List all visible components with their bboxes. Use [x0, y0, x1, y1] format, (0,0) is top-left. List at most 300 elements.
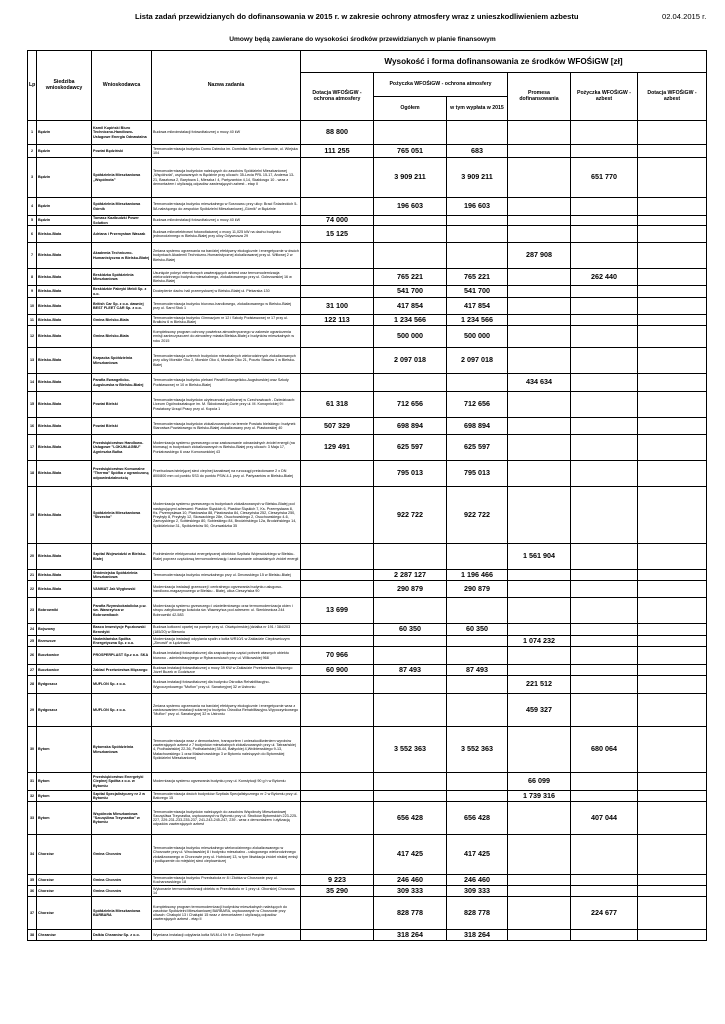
- row-dotacja-azbest: [638, 624, 707, 636]
- row-lp: 14: [28, 374, 37, 392]
- row-siedziba: Będzin: [37, 198, 92, 216]
- row-nazwa: Budowa instalacji fotowoltaicznej dla budynku Ośrodka Rehabilitacyjno-Wypoczynkowego "Muflon" przy ul. Sanatoryjnej 32 w Ustroniu: [152, 676, 301, 694]
- row-wnioskodawca: Spółdzielnia Mieszkaniowa „Wspólnota”: [92, 158, 152, 198]
- row-dotacja-oa: [301, 269, 374, 286]
- row-dotacja-azbest: [638, 676, 707, 694]
- row-pozyczka-ogolem: 309 333: [374, 886, 447, 897]
- row-nazwa: Przebudowa istniejącej sieci cieplnej kanałowej na ruroczągi preizolowane 2 x DN 800/800 mm od punktu SS3 do punktu PSW-4-1 przy ul. Partyzantów w Bielsku-Białej: [152, 461, 301, 487]
- row-pozyczka-azbest: 224 677: [571, 897, 638, 930]
- row-pozyczka-wyplata: 87 493: [447, 665, 508, 676]
- row-dotacja-azbest: [638, 581, 707, 598]
- row-pozyczka-ogolem: 2 097 018: [374, 348, 447, 374]
- row-promesa: 1 074 232: [508, 636, 571, 647]
- row-dotacja-azbest: [638, 665, 707, 676]
- row-pozyczka-ogolem: 541 700: [374, 286, 447, 298]
- row-nazwa: Kompleksowy program termomodernizacji budynków mieszkalnych należących do zasobów Spółdzielni Mieszkaniowej BARBARA, usytuowanych w Chorzowie przy ulicach: Chałupki 13 i Chałupki 15 wraz z demontażem i utylizacją odpadów zawierających azbest - etap II: [152, 897, 301, 930]
- row-pozyczka-wyplata: 828 778: [447, 897, 508, 930]
- row-promesa: [508, 930, 571, 941]
- row-nazwa: Budowa mikroelektrowni fotowoltaicznej o mocy 11,025 kW na dachu budynku jednorodzinnego w Bielsku-Białej przy ulicy Odyseusza 29: [152, 226, 301, 243]
- row-pozyczka-wyplata: 309 333: [447, 886, 508, 897]
- row-siedziba: Bojszowy: [37, 624, 92, 636]
- row-lp: 29: [28, 694, 37, 727]
- row-pozyczka-ogolem: [374, 243, 447, 269]
- row-dotacja-oa: 15 125: [301, 226, 374, 243]
- row-pozyczka-wyplata: 3 909 211: [447, 158, 508, 198]
- row-dotacja-oa: [301, 636, 374, 647]
- row-wnioskodawca: Beskidzkie Fabryki Mebli Sp. z o.o.: [92, 286, 152, 298]
- row-pozyczka-wyplata: 417 854: [447, 298, 508, 315]
- row-pozyczka-ogolem: 196 603: [374, 198, 447, 216]
- row-lp: 19: [28, 487, 37, 544]
- row-lp: 25: [28, 636, 37, 647]
- row-dotacja-oa: [301, 326, 374, 348]
- row-nazwa: Termomodernizacja budynku Gimnazjum nr 12 i Szkoły Podstawowej nr 17 przy ul. Brałków 6 w Bielsku-Białej: [152, 315, 301, 326]
- row-pozyczka-azbest: [571, 647, 638, 665]
- row-wnioskodawca: Gmina Bielsko-Biała: [92, 315, 152, 326]
- table-row: [28, 802, 707, 835]
- row-pozyczka-azbest: [571, 598, 638, 624]
- row-pozyczka-azbest: [571, 487, 638, 544]
- row-wnioskodawca: Gmina Chorzów: [92, 886, 152, 897]
- row-pozyczka-azbest: [571, 581, 638, 598]
- row-lp: 15: [28, 392, 37, 418]
- row-pozyczka-wyplata: [447, 226, 508, 243]
- table-row: [28, 121, 707, 145]
- row-pozyczka-azbest: [571, 875, 638, 886]
- document-title: Lista zadań przewidzianych do dofinansowania w 2015 r. w zakresie ochrony atmosfery wraz z unieszkodliwieniem azbestu: [135, 12, 579, 21]
- row-siedziba: Bielsko-Biała: [37, 487, 92, 544]
- row-wnioskodawca: Spółdzielnia Mieszkaniowa "Strzecha": [92, 487, 152, 544]
- row-nazwa: Kompleksowy program ochrony powietrza atmosferycznego w zakresie ograniczenia emisji zanieczyszczeń do atmosfery miasta Bielska-Białej z budynków mieszkalnych w roku 2015: [152, 326, 301, 348]
- row-wnioskodawca: Śródmiejska Spółdzielnia Mieszkaniowa: [92, 570, 152, 581]
- row-dotacja-azbest: [638, 636, 707, 647]
- row-promesa: 221 512: [508, 676, 571, 694]
- row-promesa: [508, 897, 571, 930]
- row-dotacja-azbest: [638, 570, 707, 581]
- row-siedziba: Bielsko-Biała: [37, 348, 92, 374]
- row-lp: 35: [28, 875, 37, 886]
- row-lp: 8: [28, 269, 37, 286]
- row-wnioskodawca: Szpital Specjalistyczny nr 2 w Bytomiu: [92, 791, 152, 802]
- row-wnioskodawca: Powiat Bielski: [92, 392, 152, 418]
- row-pozyczka-wyplata: 656 428: [447, 802, 508, 835]
- row-wnioskodawca: Kamil Kupiński Biuro Techniczno-Handlowo-Usługowe Energia Odnawialna: [92, 121, 152, 145]
- row-pozyczka-ogolem: 765 221: [374, 269, 447, 286]
- row-nazwa: Modernizacja instalacji grzewczej i centralnego ogrzewania budynku usługowo-handlowo-magazynowego w Bielsku - Białej, ulica Cieszyńska 90: [152, 581, 301, 598]
- row-lp: 36: [28, 886, 37, 897]
- row-nazwa: Wykonanie termomodernizacji obiektu w Przedszkolu nr 1 przy ul. Oborskiej Chorzowa 14: [152, 886, 301, 897]
- row-pozyczka-azbest: [571, 624, 638, 636]
- row-nazwa: Wymiana instalacji odpylania kotła WLM-4 Nr 9 w Ciepłowni Porębie: [152, 930, 301, 941]
- table-row: [28, 791, 707, 802]
- row-lp: 20: [28, 544, 37, 570]
- row-nazwa: Termomodernizacja budynków należących do zasobów Spółdzielni Mieszkaniowej „Wspólnota”, usytuowanych w Będzinie przy ulicach: 35-Lecia PRL 15-17, Andersa 13-21, Basztowa 2, Barytowa 1, Mieszka I 4, Partyzantów 4,14, Skałdosgo 10 - wraz z demontażem i utylizacją odpadów zawierających azbest - etap II: [152, 158, 301, 198]
- row-dotacja-azbest: [638, 647, 707, 665]
- row-pozyczka-azbest: [571, 930, 638, 941]
- row-nazwa: Termomodernizacja budynków należących do zasobów Wspólnoty Mieszkaniowej Szczęśliwa Trzynastka, usytuowanych w Bytomiu przy ul. Stroików Bytomskich 223-225-227, 229-231-233-235-237, 241-243-245-247, 239 - wraz z demontażem i utylizacją odpadów zawierających azbest: [152, 802, 301, 835]
- row-pozyczka-ogolem: [374, 676, 447, 694]
- row-dotacja-oa: [301, 487, 374, 544]
- row-nazwa: Termomodernizacja budynku mieszkalnego przy ul. Dmowskiego 15 w Bielsku-Białej: [152, 570, 301, 581]
- row-dotacja-azbest: [638, 544, 707, 570]
- row-wnioskodawca: Nadwiślańska Spółka Energetyczna Sp. z o.o.: [92, 636, 152, 647]
- row-pozyczka-azbest: 680 064: [571, 727, 638, 773]
- row-lp: 11: [28, 315, 37, 326]
- row-wnioskodawca: Beskidzka Spółdzielnia Mieszkaniowa: [92, 269, 152, 286]
- row-lp: 34: [28, 835, 37, 875]
- row-siedziba: Bielsko-Biała: [37, 226, 92, 243]
- row-siedziba: Bytom: [37, 727, 92, 773]
- row-lp: 38: [28, 930, 37, 941]
- row-pozyczka-wyplata: [447, 694, 508, 727]
- row-pozyczka-ogolem: [374, 773, 447, 791]
- row-promesa: 1 561 904: [508, 544, 571, 570]
- row-dotacja-azbest: [638, 418, 707, 435]
- row-pozyczka-wyplata: 246 460: [447, 875, 508, 886]
- table-row: [28, 727, 707, 773]
- row-siedziba: Bytom: [37, 773, 92, 791]
- row-pozyczka-azbest: 651 770: [571, 158, 638, 198]
- row-dotacja-azbest: [638, 216, 707, 226]
- table-row: [28, 269, 707, 286]
- table-row: [28, 570, 707, 581]
- row-pozyczka-azbest: [571, 544, 638, 570]
- row-wnioskodawca: Gmina Bielsko-Biała: [92, 326, 152, 348]
- row-pozyczka-azbest: [571, 216, 638, 226]
- row-dotacja-oa: 60 900: [301, 665, 374, 676]
- row-pozyczka-azbest: [571, 886, 638, 897]
- row-dotacja-oa: 111 255: [301, 145, 374, 158]
- row-siedziba: Bielsko-Biała: [37, 581, 92, 598]
- row-dotacja-oa: [301, 694, 374, 727]
- row-pozyczka-wyplata: 417 425: [447, 835, 508, 875]
- row-promesa: 434 634: [508, 374, 571, 392]
- row-pozyczka-azbest: [571, 676, 638, 694]
- row-pozyczka-ogolem: 500 000: [374, 326, 447, 348]
- row-dotacja-azbest: [638, 226, 707, 243]
- row-pozyczka-azbest: 407 044: [571, 802, 638, 835]
- row-siedziba: Bobrowniki: [37, 598, 92, 624]
- row-dotacja-azbest: [638, 326, 707, 348]
- table-row: [28, 418, 707, 435]
- row-dotacja-oa: [301, 158, 374, 198]
- row-pozyczka-wyplata: [447, 544, 508, 570]
- row-lp: 30: [28, 727, 37, 773]
- table-row: [28, 665, 707, 676]
- row-pozyczka-ogolem: 2 287 127: [374, 570, 447, 581]
- table-row: [28, 374, 707, 392]
- row-nazwa: Usunięcie pokryć eternitowych zawierających azbest oraz termomodernizacja wielorodzinnego budynku mieszkalnego, zlokalizowanego przy ul. Golezowskiej 16 w Bielsku-Białej: [152, 269, 301, 286]
- row-dotacja-oa: [301, 791, 374, 802]
- row-siedziba: Bielsko-Biała: [37, 392, 92, 418]
- row-pozyczka-ogolem: [374, 226, 447, 243]
- row-promesa: [508, 286, 571, 298]
- row-lp: 32: [28, 791, 37, 802]
- row-siedziba: Chorzów: [37, 835, 92, 875]
- row-wnioskodawca: Parafia Rzymskokatolicka p.w. św. Wawrzyńca w Bobrownikach: [92, 598, 152, 624]
- row-pozyczka-azbest: [571, 145, 638, 158]
- row-promesa: [508, 886, 571, 897]
- row-pozyczka-azbest: [571, 835, 638, 875]
- row-pozyczka-azbest: [571, 791, 638, 802]
- row-nazwa: Zmiana systemu ogrzewania na bardziej efektywny ekologicznie i energetycznie wraz z zastosowaniem instalacji solarnej w budynku Ośrodka Rehabilitacyjno-Wypoczynkowego "Muflon" przy ul. Sanatoryjnej 32 w Ustroniu: [152, 694, 301, 727]
- table-row: [28, 286, 707, 298]
- row-pozyczka-wyplata: 683: [447, 145, 508, 158]
- row-siedziba: Bielsko-Biała: [37, 435, 92, 461]
- row-promesa: [508, 158, 571, 198]
- col-siedziba: Siedziba wnioskodawcy: [37, 51, 92, 121]
- row-wnioskodawca: VANMAT Jak Wygłowski: [92, 581, 152, 598]
- row-pozyczka-azbest: [571, 636, 638, 647]
- row-pozyczka-ogolem: [374, 791, 447, 802]
- row-siedziba: Chrzanów: [37, 930, 92, 941]
- row-promesa: [508, 487, 571, 544]
- col-lp: Lp: [28, 51, 37, 121]
- row-promesa: [508, 145, 571, 158]
- row-pozyczka-wyplata: 698 894: [447, 418, 508, 435]
- row-lp: 23: [28, 598, 37, 624]
- row-pozyczka-ogolem: [374, 216, 447, 226]
- row-nazwa: Termomodernizacja dwóch budynków Szpitala Specjalistycznego nr 2 w Bytomiu przy ul. Batorego 15: [152, 791, 301, 802]
- row-dotacja-azbest: [638, 198, 707, 216]
- row-pozyczka-azbest: [571, 226, 638, 243]
- row-siedziba: Będzin: [37, 216, 92, 226]
- row-siedziba: Bielsko-Biała: [37, 570, 92, 581]
- row-wnioskodawca: Wspólnota Mieszkaniowa "Szczęśliwa Trzynastka" w Bytomiu: [92, 802, 152, 835]
- table-row: [28, 886, 707, 897]
- row-pozyczka-ogolem: 656 428: [374, 802, 447, 835]
- row-nazwa: Modernizacja instalacji odpylania spalin z kotła WR10/1 w Zakładzie Ciepłowniczym „Zimowit” w Łędzinach: [152, 636, 301, 647]
- row-lp: 5: [28, 216, 37, 226]
- row-siedziba: Będzin: [37, 121, 92, 145]
- col-promesa: Promesa dofinansowania: [508, 73, 571, 121]
- row-wnioskodawca: Przedsiębiorstwo Energetyki Cieplnej Spółka z o.o. w Bytomiu: [92, 773, 152, 791]
- row-pozyczka-azbest: [571, 286, 638, 298]
- row-siedziba: Bielsko-Biała: [37, 269, 92, 286]
- row-lp: 4: [28, 198, 37, 216]
- table-row: [28, 158, 707, 198]
- row-wnioskodawca: Parafia Ewangelicko-Augsburska w Bielsku-Białej: [92, 374, 152, 392]
- row-dotacja-oa: [301, 624, 374, 636]
- document-subtitle: Umowy będą zawierane do wysokości środków przewidzianych w planie finansowym: [229, 36, 496, 43]
- row-siedziba: Będzin: [37, 145, 92, 158]
- row-wnioskodawca: Zakład Przetwórstwa Mięsnego: [92, 665, 152, 676]
- row-pozyczka-wyplata: [447, 374, 508, 392]
- row-pozyczka-azbest: [571, 773, 638, 791]
- row-pozyczka-ogolem: 625 597: [374, 435, 447, 461]
- row-nazwa: Modernizacja systemu grzewczego i oświetleniowego oraz termomodernizacja okien i stropu zabytkowego kościoła św. Wawrzyńca pod adresem: ul. Sienkiewicza 244 Bobrowniki 42-583: [152, 598, 301, 624]
- row-dotacja-oa: 31 100: [301, 298, 374, 315]
- row-pozyczka-azbest: 262 440: [571, 269, 638, 286]
- row-lp: 10: [28, 298, 37, 315]
- row-dotacja-azbest: [638, 374, 707, 392]
- row-promesa: [508, 835, 571, 875]
- row-promesa: 459 327: [508, 694, 571, 727]
- row-nazwa: Termomodernizacja budynku mieszkalnego w Sosnowcu przy ulicy: Braci Śniadeckich 5-5A należącego do zespołów Spółdzielni Mieszkaniowej „Górnik” w Będzinie: [152, 198, 301, 216]
- row-pozyczka-azbest: [571, 298, 638, 315]
- row-pozyczka-wyplata: [447, 243, 508, 269]
- row-lp: 6: [28, 226, 37, 243]
- row-siedziba: Bielsko-Biała: [37, 286, 92, 298]
- row-dotacja-azbest: [638, 791, 707, 802]
- row-lp: 16: [28, 418, 37, 435]
- table-row: [28, 773, 707, 791]
- row-dotacja-azbest: [638, 243, 707, 269]
- row-pozyczka-ogolem: 698 894: [374, 418, 447, 435]
- row-nazwa: Modernizacja systemu ogrzewania budynku przy ul. Konstytucji 90 g h w Bytomiu: [152, 773, 301, 791]
- row-promesa: [508, 647, 571, 665]
- row-siedziba: Bielsko-Biała: [37, 461, 92, 487]
- row-dotacja-azbest: [638, 773, 707, 791]
- row-pozyczka-wyplata: 60 350: [447, 624, 508, 636]
- row-siedziba: Bytom: [37, 802, 92, 835]
- row-dotacja-oa: [301, 461, 374, 487]
- row-nazwa: Budowa kotłowni opartej na pompie przy ul. Oświęcimskiej (działka nr 191 / 384/203 (185/20) w Bieruniu: [152, 624, 301, 636]
- row-pozyczka-wyplata: 712 656: [447, 392, 508, 418]
- row-dotacja-azbest: [638, 461, 707, 487]
- row-wnioskodawca: Akademia Techniczno-Humanistyczna w Bielsku-Białej: [92, 243, 152, 269]
- row-lp: 26: [28, 647, 37, 665]
- row-promesa: [508, 875, 571, 886]
- row-pozyczka-azbest: [571, 570, 638, 581]
- row-siedziba: Buczkowice: [37, 647, 92, 665]
- row-wnioskodawca: Bytomska Spółdzielnia Mieszkaniowa: [92, 727, 152, 773]
- row-promesa: [508, 727, 571, 773]
- col-dotacja-az: Dotacja WFOŚiGW - azbest: [638, 73, 707, 121]
- row-nazwa: Budowa instalacji fotowoltaicznej dla zaspokojenia części potrzeb własnych obiektu biurowo - administracyjnego w Rybarzowicach przy ul. Wilkowskiej 968: [152, 647, 301, 665]
- row-wnioskodawca: MUFLON Sp. z o.o.: [92, 694, 152, 727]
- row-pozyczka-wyplata: [447, 676, 508, 694]
- row-nazwa: Termomodernizacja budynku mieszkalnego wielorodzinnego zlokalizowanego w Chorzowie przy ul. Wrocławskiej 8 i budynku mieszkalno - usługowego wielorodzinnego zlokalizowanego w Chorzowie przy ul. Hutniczej 13, w tym likwidacja źródeł niskiej emisji i podłączenie do miejskiej sieci ciepłowniczej: [152, 835, 301, 875]
- row-dotacja-oa: 129 491: [301, 435, 374, 461]
- row-wnioskodawca: Spółdzielnia Mieszkaniowa Górnik: [92, 198, 152, 216]
- row-siedziba: Będzin: [37, 158, 92, 198]
- table-row: [28, 348, 707, 374]
- row-pozyczka-ogolem: 3 552 363: [374, 727, 447, 773]
- row-promesa: [508, 298, 571, 315]
- row-dotacja-oa: [301, 198, 374, 216]
- row-promesa: [508, 461, 571, 487]
- row-nazwa: Termomodernizacja budynków użyteczności publicznej w Czechowicach - Dziedzicach: Liceum Ogólnokształcące im. M. Skłodowskiej-Curie przy ul. M. Konopnickiej 9 i Powiatowy Urząd Pracy przy ul. Kopcia 1: [152, 392, 301, 418]
- row-lp: 27: [28, 665, 37, 676]
- row-pozyczka-ogolem: 318 264: [374, 930, 447, 941]
- row-wnioskodawca: Adriana i Przemysław Waszak: [92, 226, 152, 243]
- row-dotacja-azbest: [638, 875, 707, 886]
- table-row: [28, 145, 707, 158]
- table-row: [28, 897, 707, 930]
- row-pozyczka-wyplata: 196 603: [447, 198, 508, 216]
- row-dotacja-azbest: [638, 298, 707, 315]
- row-dotacja-oa: [301, 773, 374, 791]
- row-promesa: [508, 418, 571, 435]
- table-row: [28, 435, 707, 461]
- row-promesa: [508, 216, 571, 226]
- row-lp: 12: [28, 326, 37, 348]
- row-pozyczka-wyplata: [447, 598, 508, 624]
- row-nazwa: Termomodernizacja budynków zlokalizowanych na terenie Powiatu bielskiego: budynek Starostwa Powiatowego w Bielsku-Białej zlokalizowany przy ul. Piastowskiej 40: [152, 418, 301, 435]
- row-lp: 22: [28, 581, 37, 598]
- row-wnioskodawca: Powiat Bielski: [92, 418, 152, 435]
- col-wyplata: w tym wypłata w 2015: [447, 97, 508, 121]
- row-pozyczka-ogolem: 922 722: [374, 487, 447, 544]
- row-pozyczka-azbest: [571, 326, 638, 348]
- row-pozyczka-wyplata: 922 722: [447, 487, 508, 544]
- row-pozyczka-ogolem: 60 350: [374, 624, 447, 636]
- row-pozyczka-azbest: [571, 374, 638, 392]
- row-lp: 21: [28, 570, 37, 581]
- table-row: [28, 694, 707, 727]
- table-row: [28, 315, 707, 326]
- row-wnioskodawca: Przedsiębiorstwo Komunalne "Therma" Spółka z ograniczoną odpowiedzialnością: [92, 461, 152, 487]
- row-wnioskodawca: Karpacka Spółdzielnia Mieszkaniowa: [92, 348, 152, 374]
- row-promesa: [508, 198, 571, 216]
- document-date: 02.04.2015 r.: [662, 12, 707, 21]
- row-pozyczka-azbest: [571, 392, 638, 418]
- row-dotacja-azbest: [638, 598, 707, 624]
- row-nazwa: Budowa mikroinstalacji fotowoltaicznej o mocy 40 kW: [152, 121, 301, 145]
- row-pozyczka-ogolem: 3 909 211: [374, 158, 447, 198]
- row-nazwa: Podniesienie efektywności energetycznej obiektów Szpitala Wojewódzkiego w Bielsku-Białej poprzez częściową termomodernizację i zastosowanie odnawialnych źródeł energii: [152, 544, 301, 570]
- row-dotacja-oa: 13 699: [301, 598, 374, 624]
- row-siedziba: Bydgoszcz: [37, 676, 92, 694]
- table-body: [28, 121, 707, 941]
- row-pozyczka-azbest: [571, 418, 638, 435]
- row-dotacja-oa: [301, 897, 374, 930]
- row-dotacja-azbest: [638, 802, 707, 835]
- row-siedziba: Bielsko-Biała: [37, 298, 92, 315]
- row-pozyczka-wyplata: 290 879: [447, 581, 508, 598]
- table-row: [28, 487, 707, 544]
- row-pozyczka-ogolem: 765 051: [374, 145, 447, 158]
- row-wnioskodawca: MUFLON Sp. z o.o.: [92, 676, 152, 694]
- table-row: [28, 875, 707, 886]
- row-lp: 3: [28, 158, 37, 198]
- row-siedziba: Brzeszcze: [37, 636, 92, 647]
- row-pozyczka-azbest: [571, 243, 638, 269]
- row-lp: 28: [28, 676, 37, 694]
- row-pozyczka-azbest: [571, 461, 638, 487]
- row-dotacja-oa: [301, 802, 374, 835]
- row-wnioskodawca: Basco Inwestycje Pęczkowski Benedykt: [92, 624, 152, 636]
- row-lp: 2: [28, 145, 37, 158]
- col-pozyczka-oa: Pożyczka WFOŚiGW - ochrona atmosfery: [374, 73, 508, 97]
- row-pozyczka-ogolem: 712 656: [374, 392, 447, 418]
- row-lp: 9: [28, 286, 37, 298]
- row-lp: 31: [28, 773, 37, 791]
- row-dotacja-oa: 74 000: [301, 216, 374, 226]
- row-dotacja-azbest: [638, 121, 707, 145]
- row-promesa: [508, 269, 571, 286]
- col-pozyczka-az: Pożyczka WFOŚiGW - azbest: [571, 73, 638, 121]
- row-dotacja-oa: [301, 544, 374, 570]
- row-pozyczka-ogolem: 246 460: [374, 875, 447, 886]
- row-promesa: 1 739 316: [508, 791, 571, 802]
- row-pozyczka-wyplata: [447, 636, 508, 647]
- row-pozyczka-ogolem: [374, 544, 447, 570]
- col-wnioskodawca: Wnioskodawca: [92, 51, 152, 121]
- row-pozyczka-wyplata: 2 097 018: [447, 348, 508, 374]
- row-nazwa: Budowa instalacji fotowoltaicznej o mocy 39 KW w Zakładzie Przetwórstwa Mięsnego Józef Buzek w Godziszce: [152, 665, 301, 676]
- row-pozyczka-ogolem: [374, 694, 447, 727]
- row-siedziba: Bielsko-Biała: [37, 243, 92, 269]
- row-dotacja-azbest: [638, 392, 707, 418]
- row-dotacja-oa: [301, 374, 374, 392]
- row-lp: 17: [28, 435, 37, 461]
- row-pozyczka-azbest: [571, 198, 638, 216]
- row-siedziba: Bydgoszcz: [37, 694, 92, 727]
- row-wnioskodawca: British Car Sp. z o.o. dawniej BEST FLEET CAR Sp. z o.o.: [92, 298, 152, 315]
- col-group-funding: Wysokość i forma dofinansowania ze środków WFOŚiGW [zł]: [301, 51, 707, 73]
